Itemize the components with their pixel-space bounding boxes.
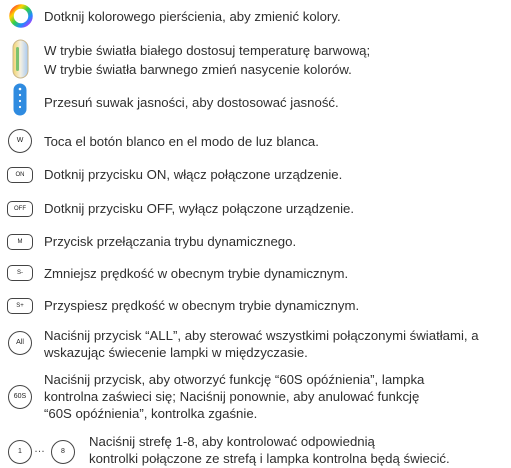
row-text: Dotknij kolorowego pierścienia, aby zmienić kolory. [44, 9, 341, 24]
speed-down-button-icon: S- [7, 265, 33, 281]
row-text: Naciśnij strefę 1-8, aby kontrolować odpowiednią [89, 434, 375, 449]
brightness-slider-icon [13, 83, 27, 116]
row-text: Naciśnij przycisk, aby otworzyć funkcję “60S opóźnienia”, lampka [44, 372, 425, 387]
row-text: Dotknij przycisku ON, włącz połączone urządzenie. [44, 167, 343, 182]
off-button-icon: OFF [7, 201, 33, 217]
row-text: Przyspiesz prędkość w obecnym trybie dynamicznym. [44, 298, 360, 313]
row-text: kontrolki połączone ze strefą i lampka kontrolna będą świecić. [89, 451, 450, 466]
speed-up-button-icon: S+ [7, 298, 33, 314]
row-text: Zmniejsz prędkość w obecnym trybie dynamicznym. [44, 266, 349, 281]
on-button-icon: ON [7, 167, 33, 183]
zone-ellipsis: … [34, 443, 45, 455]
zone-1-button-icon: 1 [8, 440, 32, 464]
row-text: Naciśnij przycisk “ALL”, aby sterować wszystkimi połączonymi światłami, a [44, 328, 479, 343]
row-text: Przesuń suwak jasności, aby dostosować jasność. [44, 95, 339, 110]
delay-60s-button-icon: 60S [8, 385, 32, 409]
row-text: W trybie światła barwnego zmień nasycenie kolorów. [44, 62, 352, 77]
zone-8-button-icon: 8 [51, 440, 75, 464]
all-button-icon: All [8, 331, 32, 355]
w-button-icon: W [8, 129, 32, 153]
row-text: kontrolna zaświeci się; Naciśnij ponownie, aby anulować funkcję [44, 389, 420, 404]
row-text: “60S opóźnienia”, kontrolka zgaśnie. [44, 406, 258, 421]
m-button-icon: M [7, 234, 33, 250]
row-text: Przycisk przełączania trybu dynamicznego. [44, 234, 297, 249]
row-text: W trybie światła białego dostosuj temperaturę barwową; [44, 43, 371, 58]
row-text: Dotknij przycisku OFF, wyłącz połączone urządzenie. [44, 201, 355, 216]
row-text: wskazując świecenie lampki w międzyczasie. [44, 345, 308, 360]
color-ring-icon [9, 4, 33, 28]
row-text: Toca el botón blanco en el modo de luz blanca. [44, 134, 319, 149]
white-warm-slider-icon [12, 39, 29, 79]
